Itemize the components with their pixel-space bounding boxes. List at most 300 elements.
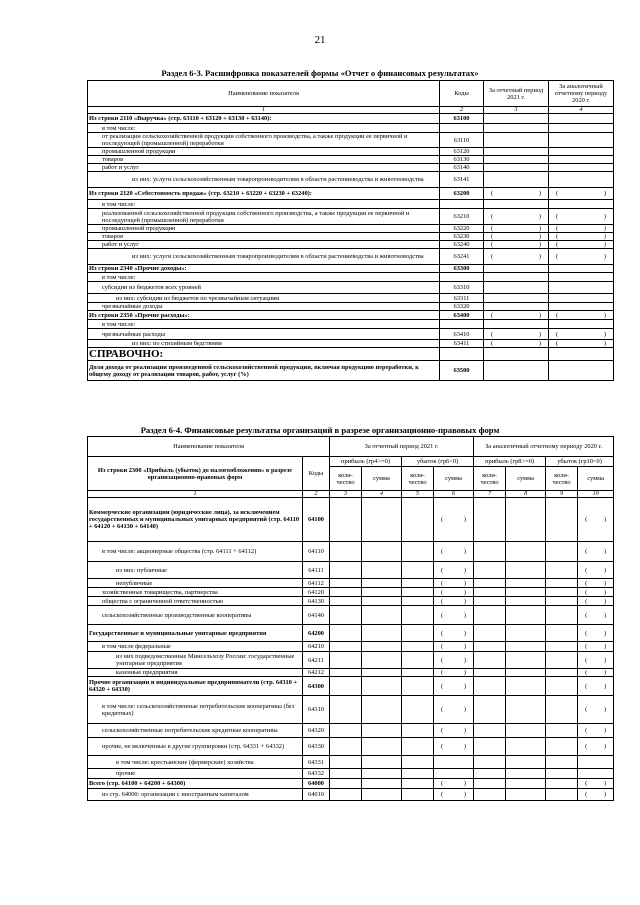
row-code: [440, 200, 484, 209]
open-paren: (: [585, 743, 588, 750]
table-row: [88, 562, 614, 579]
close-paren: ): [603, 588, 607, 596]
row-code: 63140: [440, 164, 484, 172]
table-row: [88, 340, 614, 348]
close-paren: ): [538, 340, 541, 347]
value-cell: [506, 588, 546, 597]
value-cell: [362, 738, 402, 756]
close-paren: ): [603, 566, 607, 574]
close-paren: ): [603, 727, 607, 734]
value-cell: [434, 498, 474, 542]
value-cell: [578, 738, 614, 756]
parenthesized-value: [579, 657, 612, 664]
table-row: [88, 133, 614, 148]
close-paren: ): [603, 743, 607, 750]
row-name: Из строки 2110 «Выручка» (стр. 63110 + 63120 + 63130 + 63140):: [88, 114, 440, 124]
open-paren: (: [441, 682, 444, 690]
value-cell: [484, 340, 549, 348]
close-paren: ): [463, 743, 467, 750]
value-cell: [549, 148, 614, 156]
open-paren: (: [585, 727, 588, 734]
value-cell: [362, 579, 402, 588]
value-cell: [484, 273, 549, 282]
value-cell: [549, 124, 614, 133]
value-cell: [434, 738, 474, 756]
value-cell: [549, 348, 614, 361]
close-paren: ): [603, 340, 606, 347]
row-code: 64130: [303, 597, 330, 606]
table-row: [88, 148, 614, 156]
row-name: в том числе: сельскохозяйственные потребительские кооперативы (без кредитных): [88, 696, 303, 724]
value-cell: [434, 588, 474, 597]
table-row: [88, 789, 614, 801]
value-cell: [434, 789, 474, 801]
open-paren: (: [441, 588, 444, 596]
value-cell: [474, 652, 506, 669]
table-row: [88, 588, 614, 597]
parenthesized-value: [550, 253, 612, 260]
value-cell: [434, 597, 474, 606]
value-cell: [402, 652, 434, 669]
row-name: из стр. 64000: организации с иностранным капиталом: [88, 789, 303, 801]
value-cell: [362, 498, 402, 542]
table-row: [88, 188, 614, 200]
row-code: 64211: [303, 652, 330, 669]
table-row: [88, 642, 614, 652]
parenthesized-value: [435, 580, 472, 587]
close-paren: ): [603, 311, 606, 319]
table-row: [88, 625, 614, 642]
header-loss-previous: убыток (гр10<0): [546, 457, 614, 467]
row-name: промышленной продукции: [88, 148, 440, 156]
value-cell: [578, 652, 614, 669]
open-paren: (: [441, 780, 444, 787]
value-cell: [434, 579, 474, 588]
parenthesized-value: [485, 340, 547, 347]
value-cell: [402, 677, 434, 696]
value-cell: [434, 542, 474, 562]
row-code: 63240: [440, 241, 484, 249]
open-paren: (: [441, 791, 444, 798]
row-code: 64200: [303, 625, 330, 642]
value-cell: [578, 597, 614, 606]
value-cell: [546, 642, 578, 652]
table-row: [88, 738, 614, 756]
open-paren: (: [491, 233, 494, 240]
value-cell: [330, 652, 362, 669]
value-cell: [484, 148, 549, 156]
value-cell: [549, 241, 614, 249]
open-paren: (: [491, 225, 494, 232]
table-row: [88, 241, 614, 249]
value-cell: [474, 562, 506, 579]
value-cell: [506, 606, 546, 625]
value-cell: [330, 498, 362, 542]
parenthesized-value: [435, 657, 472, 664]
row-code: 64120: [303, 588, 330, 597]
value-cell: [402, 542, 434, 562]
open-paren: (: [556, 233, 559, 240]
row-name: Всего (стр. 64100 + 64200 + 64300): [88, 779, 303, 789]
parenthesized-value: [485, 331, 547, 338]
table-row: [88, 294, 614, 303]
value-cell: [546, 696, 578, 724]
column-number: 3: [484, 107, 549, 114]
close-paren: ): [463, 611, 467, 619]
value-cell: [484, 156, 549, 164]
row-code: 63410: [440, 329, 484, 340]
open-paren: (: [585, 780, 588, 787]
row-name: товаров: [88, 156, 440, 164]
parenthesized-value: [485, 312, 547, 319]
row-name: из них: по стихийным бедствиям: [88, 340, 440, 348]
row-code: 64110: [303, 542, 330, 562]
value-cell: [362, 597, 402, 606]
value-cell: [484, 329, 549, 340]
parenthesized-value: [435, 643, 472, 650]
value-cell: [434, 562, 474, 579]
close-paren: ): [538, 190, 541, 197]
row-name: из них: услуги сельскохозяйственным товаропроизводителям в области растениеводства и животноводства: [88, 249, 440, 265]
parenthesized-value: [485, 190, 547, 197]
open-paren: (: [441, 706, 444, 713]
value-cell: [546, 677, 578, 696]
open-paren: (: [556, 225, 559, 232]
value-cell: [402, 669, 434, 677]
parenthesized-value: [435, 598, 472, 605]
value-cell: [362, 677, 402, 696]
header-quantity: коли-чество: [474, 467, 506, 491]
close-paren: ): [463, 727, 467, 734]
value-cell: [484, 133, 549, 148]
table-row: [88, 677, 614, 696]
value-cell: [484, 303, 549, 311]
value-cell: [546, 498, 578, 542]
row-name: СПРАВОЧНО:: [88, 348, 440, 361]
value-cell: [434, 724, 474, 738]
value-cell: [434, 779, 474, 789]
value-cell: [434, 769, 474, 779]
value-cell: [549, 282, 614, 294]
value-cell: [474, 769, 506, 779]
value-cell: [549, 164, 614, 172]
header-name: Наименование показателя: [88, 437, 330, 457]
row-code: 63141: [440, 172, 484, 188]
value-cell: [546, 756, 578, 769]
open-paren: (: [441, 743, 444, 750]
close-paren: ): [463, 629, 467, 637]
close-paren: ): [603, 682, 607, 690]
value-cell: [474, 625, 506, 642]
table-row: [88, 542, 614, 562]
value-cell: [506, 625, 546, 642]
row-name: от реализации сельскохозяйственной продукции собственного производства, а также продукции ее первичной и последующей (промышленной) переработки: [88, 133, 440, 148]
open-paren: (: [441, 597, 444, 605]
header-sum: сумма: [434, 467, 474, 491]
table-row: [88, 303, 614, 311]
row-name: Из строки 2120 «Себестоимость продаж» (стр. 63210 + 63220 + 63230 + 63240):: [88, 188, 440, 200]
open-paren: (: [441, 579, 444, 587]
row-code: 63500: [440, 361, 484, 381]
row-code: 64330: [303, 738, 330, 756]
parenthesized-value: [550, 233, 612, 240]
close-paren: ): [603, 780, 607, 787]
parenthesized-value: [435, 548, 472, 555]
parenthesized-value: [435, 743, 472, 750]
value-cell: [330, 724, 362, 738]
header-current-period: За отчетный период 2021 г.: [484, 81, 549, 107]
row-code: [440, 320, 484, 329]
value-cell: [506, 756, 546, 769]
section-6-3-title: Раздел 6-3. Расшифровка показателей формы «Отчет о финансовых результатах»: [161, 68, 479, 78]
value-cell: [506, 724, 546, 738]
parenthesized-value: [579, 706, 612, 713]
row-name: в том числе: крестьянские (фермерские) хозяйства: [88, 756, 303, 769]
value-cell: [549, 273, 614, 282]
value-cell: [549, 320, 614, 329]
value-cell: [362, 606, 402, 625]
value-cell: [474, 588, 506, 597]
parenthesized-value: [579, 548, 612, 555]
row-code: 63310: [440, 282, 484, 294]
row-code: 64332: [303, 769, 330, 779]
open-paren: (: [585, 682, 588, 690]
value-cell: [474, 498, 506, 542]
value-cell: [402, 756, 434, 769]
value-cell: [434, 625, 474, 642]
parenthesized-value: [579, 598, 612, 605]
open-paren: (: [585, 643, 588, 650]
parenthesized-value: [579, 567, 612, 574]
value-cell: [330, 779, 362, 789]
value-cell: [578, 756, 614, 769]
row-name: в том числе: акционерные общества (стр. 64111 + 64112): [88, 542, 303, 562]
table-row: [88, 579, 614, 588]
parenthesized-value: [435, 567, 472, 574]
close-paren: ): [463, 566, 467, 574]
column-number: 4: [362, 491, 402, 498]
value-cell: [474, 579, 506, 588]
open-paren: (: [556, 213, 559, 220]
value-cell: [474, 696, 506, 724]
header-quantity: коли-чество: [546, 467, 578, 491]
header-profit-previous: прибыль (гр8>=0): [474, 457, 546, 467]
close-paren: ): [603, 330, 606, 338]
row-name: из них: услуги сельскохозяйственным товаропроизводителям в области растениеводства и животноводства: [88, 172, 440, 188]
value-cell: [474, 597, 506, 606]
value-cell: [474, 669, 506, 677]
row-name: в том числе:: [88, 320, 440, 329]
column-number: 5: [402, 491, 434, 498]
row-name: работ и услуг: [88, 164, 440, 172]
parenthesized-value: [550, 312, 612, 319]
open-paren: (: [491, 241, 494, 248]
row-code: 63120: [440, 148, 484, 156]
parenthesized-value: [485, 241, 547, 248]
value-cell: [549, 209, 614, 225]
row-name: в том числе:: [88, 124, 440, 133]
parenthesized-value: [579, 589, 612, 596]
parenthesized-value: [435, 791, 472, 798]
parenthesized-value: [579, 612, 612, 619]
table-row: [88, 320, 614, 329]
value-cell: [546, 597, 578, 606]
value-cell: [484, 294, 549, 303]
value-cell: [434, 677, 474, 696]
parenthesized-value: [435, 780, 472, 787]
value-cell: [434, 669, 474, 677]
value-cell: [506, 652, 546, 669]
column-number: 1: [88, 491, 303, 498]
value-cell: [402, 779, 434, 789]
value-cell: [362, 625, 402, 642]
row-name: Из строки 2340 «Прочие доходы»:: [88, 265, 440, 273]
value-cell: [330, 642, 362, 652]
value-cell: [330, 562, 362, 579]
value-cell: [546, 738, 578, 756]
column-number: 2: [303, 491, 330, 498]
table-row: [88, 225, 614, 233]
parenthesized-value: [435, 612, 472, 619]
value-cell: [330, 579, 362, 588]
row-code: 64212: [303, 669, 330, 677]
parenthesized-value: [550, 241, 612, 248]
row-code: 64210: [303, 642, 330, 652]
value-cell: [362, 779, 402, 789]
close-paren: ): [463, 516, 467, 523]
close-paren: ): [538, 253, 541, 260]
row-code: [440, 273, 484, 282]
value-cell: [402, 769, 434, 779]
table-row: [88, 311, 614, 320]
open-paren: (: [585, 597, 588, 605]
value-cell: [362, 756, 402, 769]
value-cell: [578, 625, 614, 642]
value-cell: [578, 696, 614, 724]
row-code: 63300: [440, 265, 484, 273]
value-cell: [402, 724, 434, 738]
table-row: [88, 209, 614, 225]
open-paren: (: [491, 311, 494, 319]
value-cell: [474, 738, 506, 756]
parenthesized-value: [435, 683, 472, 690]
table-row: [88, 779, 614, 789]
value-cell: [546, 669, 578, 677]
open-paren: (: [585, 791, 588, 798]
value-cell: [506, 789, 546, 801]
close-paren: ): [603, 669, 607, 676]
section-6-4-title: Раздел 6-4. Финансовые результаты организаций в разрезе организационно-правовых форм: [140, 425, 500, 435]
open-paren: (: [556, 340, 559, 347]
value-cell: [484, 124, 549, 133]
parenthesized-value: [579, 727, 612, 734]
open-paren: (: [585, 706, 588, 713]
value-cell: [362, 789, 402, 801]
close-paren: ): [463, 579, 467, 587]
header-name: Наименование показателя: [88, 81, 440, 107]
open-paren: (: [441, 656, 444, 664]
column-number: 1: [88, 107, 440, 114]
value-cell: [578, 562, 614, 579]
table-row: [88, 233, 614, 241]
close-paren: ): [603, 253, 606, 260]
row-name: промышленной продукции: [88, 225, 440, 233]
value-cell: [484, 320, 549, 329]
parenthesized-value: [579, 743, 612, 750]
open-paren: (: [556, 311, 559, 319]
value-cell: [330, 696, 362, 724]
header-sum: сумма: [506, 467, 546, 491]
parenthesized-value: [579, 643, 612, 650]
close-paren: ): [463, 669, 467, 676]
value-cell: [546, 625, 578, 642]
parenthesized-value: [550, 190, 612, 197]
close-paren: ): [603, 213, 606, 220]
value-cell: [362, 652, 402, 669]
value-cell: [474, 642, 506, 652]
value-cell: [484, 164, 549, 172]
value-cell: [506, 642, 546, 652]
row-code: 64010: [303, 789, 330, 801]
close-paren: ): [603, 233, 606, 240]
row-name: чрезвычайные доходы: [88, 303, 440, 311]
open-paren: (: [556, 253, 559, 260]
close-paren: ): [603, 579, 607, 587]
row-name: из них: публичные: [88, 562, 303, 579]
value-cell: [578, 606, 614, 625]
value-cell: [362, 562, 402, 579]
row-code: 64140: [303, 606, 330, 625]
open-paren: (: [491, 330, 494, 338]
open-paren: (: [585, 516, 588, 523]
value-cell: [546, 724, 578, 738]
value-cell: [578, 542, 614, 562]
open-paren: (: [585, 588, 588, 596]
value-cell: [484, 188, 549, 200]
row-name: в том числе:: [88, 273, 440, 282]
table-row: [88, 329, 614, 340]
close-paren: ): [538, 330, 541, 338]
value-cell: [484, 241, 549, 249]
value-cell: [546, 579, 578, 588]
open-paren: (: [585, 611, 588, 619]
value-cell: [474, 606, 506, 625]
section-6-3-table: [87, 80, 614, 381]
value-cell: [402, 625, 434, 642]
open-paren: (: [441, 566, 444, 574]
header-sum: сумма: [362, 467, 402, 491]
value-cell: [330, 756, 362, 769]
row-name: непубличные: [88, 579, 303, 588]
row-code: [440, 124, 484, 133]
open-paren: (: [556, 330, 559, 338]
close-paren: ): [603, 516, 607, 523]
value-cell: [402, 597, 434, 606]
column-number: 10: [578, 491, 614, 498]
open-paren: (: [491, 253, 494, 260]
value-cell: [549, 114, 614, 124]
row-name: Доля дохода от реализации произведенной сельскохозяйственной продукции, включая продукцию переработки, к общему доходу от реализации товаров, работ, услуг (%): [88, 361, 440, 381]
header-previous-period: За аналогичный отчетному периоду 2020 г.: [549, 81, 614, 107]
header-profit-title: Из строки 2300 «Прибыль (убыток) до налогообложения» в разрезе организационно-правовых форм: [88, 457, 303, 491]
header-sum: сумма: [578, 467, 614, 491]
parenthesized-value: [579, 516, 612, 523]
open-paren: (: [441, 611, 444, 619]
close-paren: ): [463, 706, 467, 713]
open-paren: (: [491, 213, 494, 220]
value-cell: [484, 282, 549, 294]
row-name: чрезвычайные расходы: [88, 329, 440, 340]
